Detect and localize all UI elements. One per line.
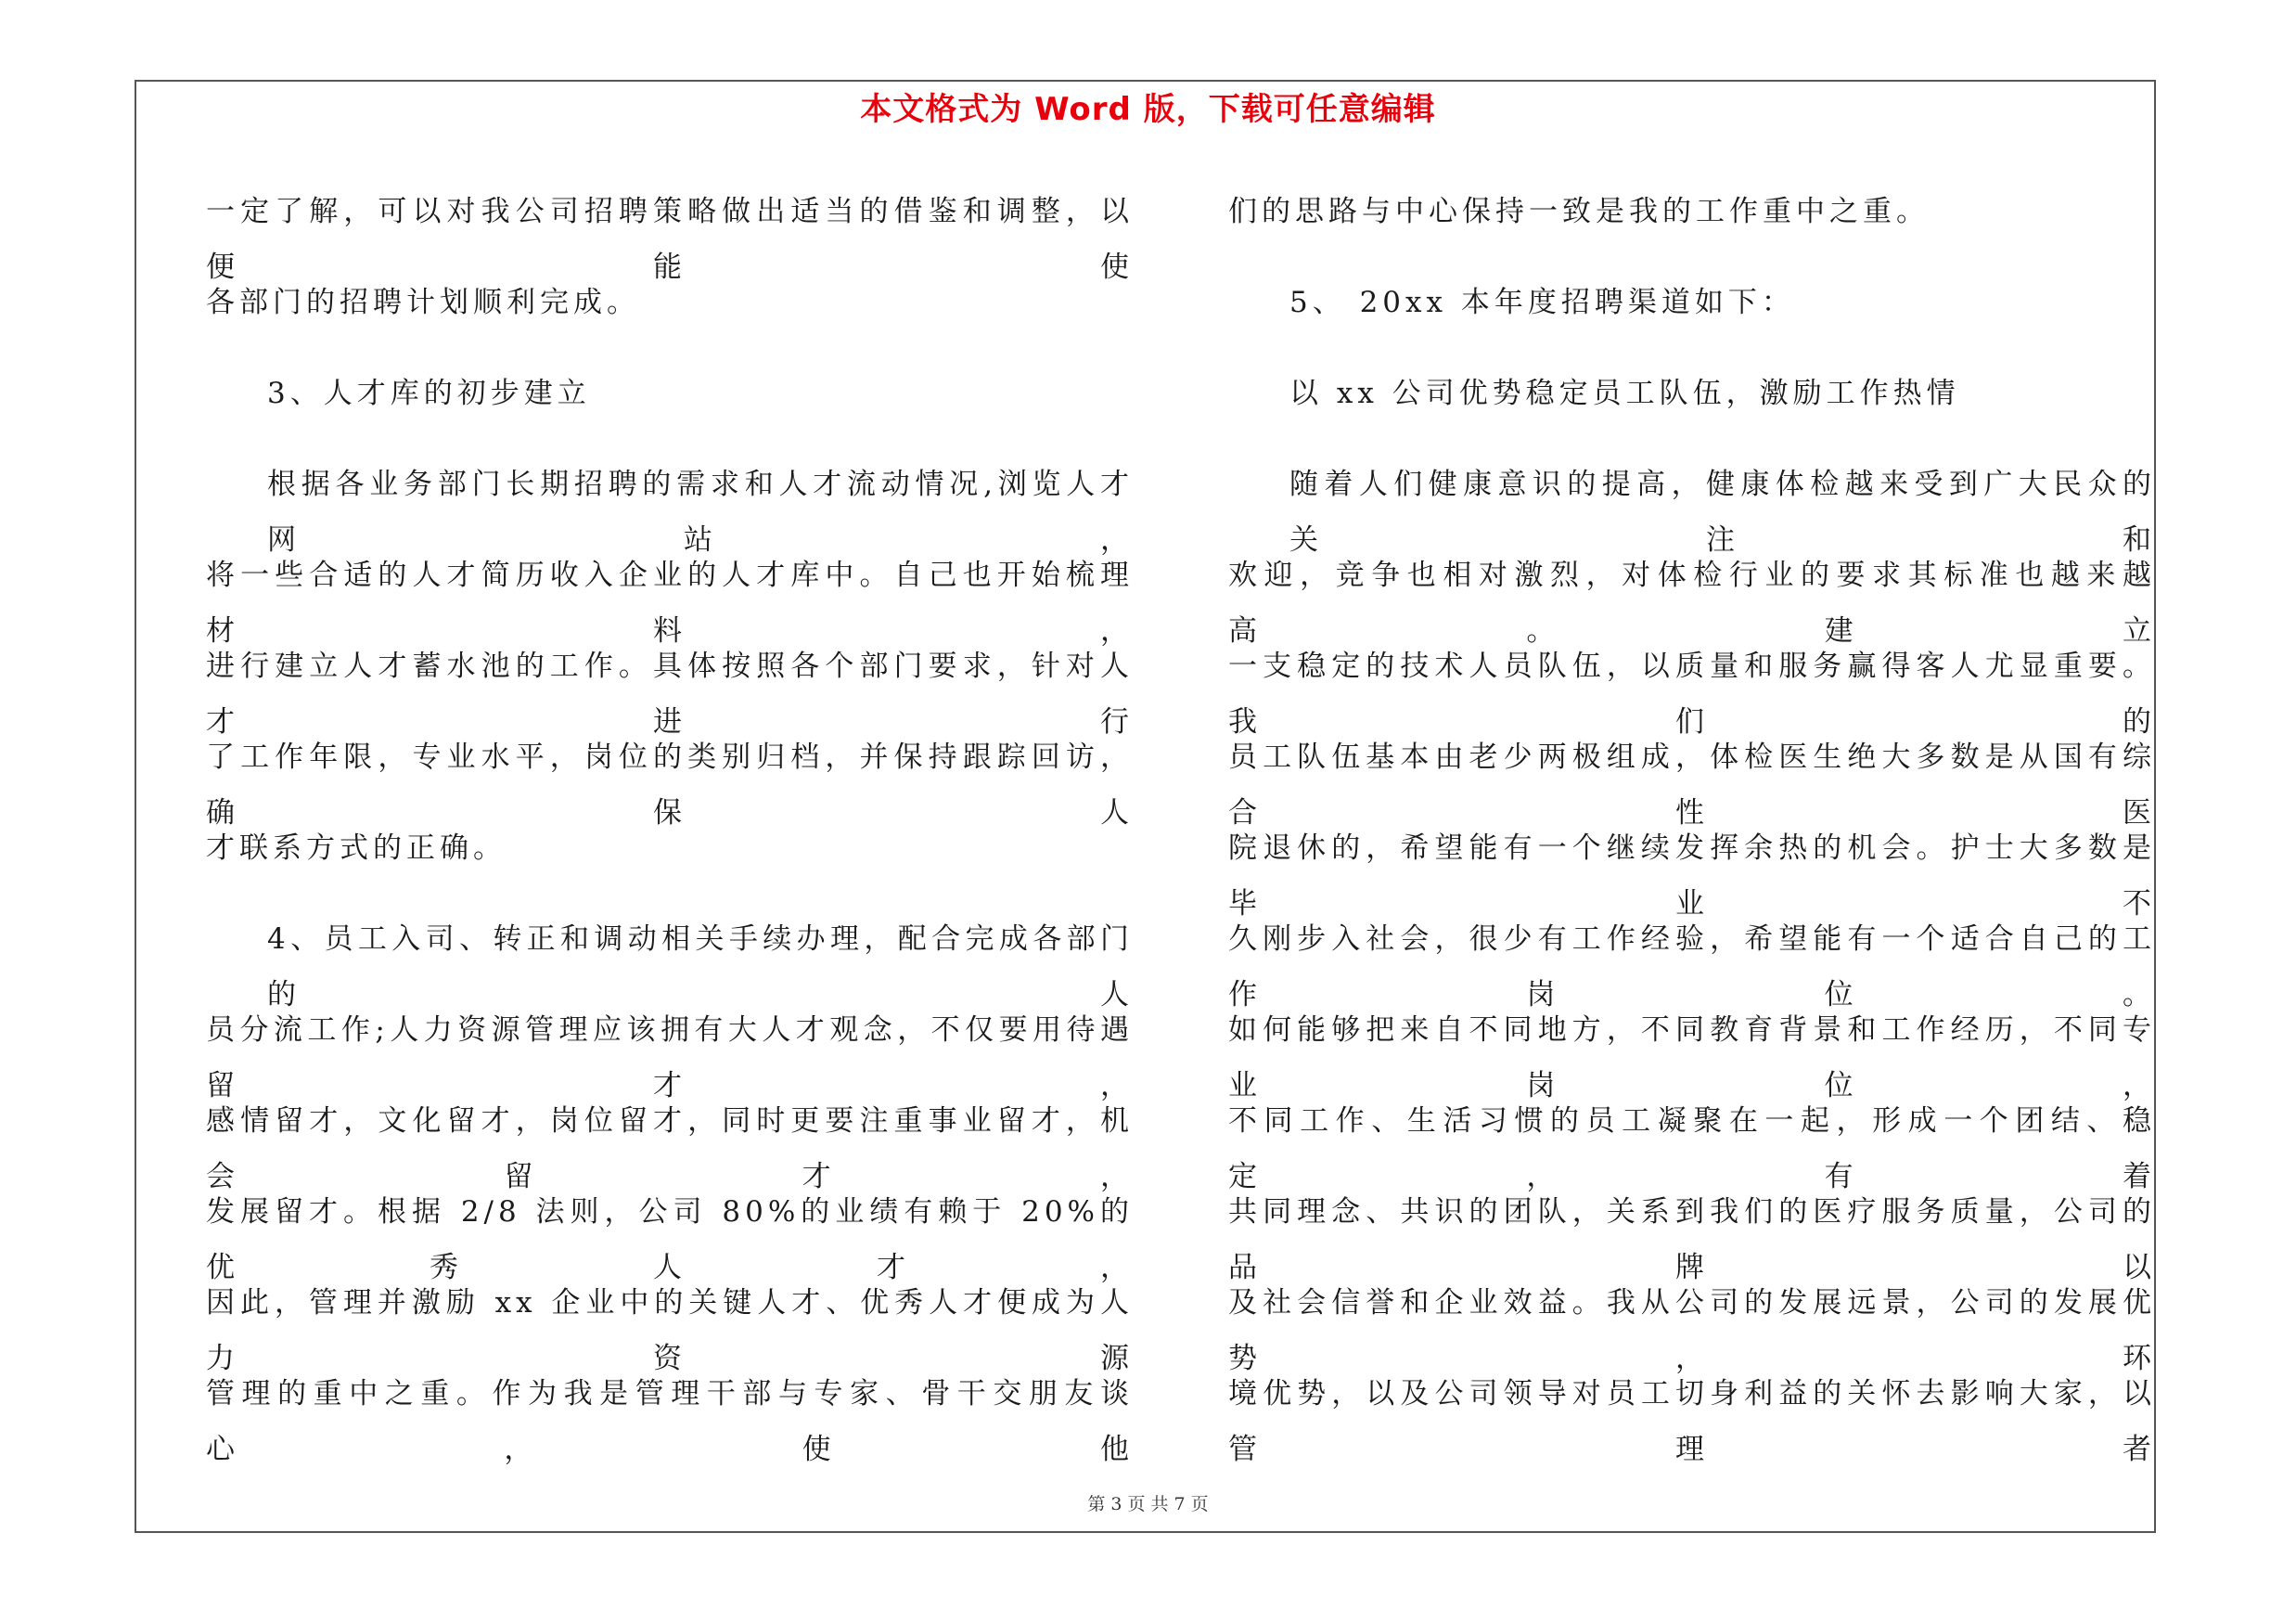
paragraph-line: 随着人们健康意识的提高，健康体检越来受到广大民众的关注和: [1289, 468, 2156, 557]
paragraph-line: 欢迎，竞争也相对激烈，对体检行业的要求其标准也越来越高。建立: [1228, 559, 2156, 648]
paragraph-line: 各部门的招聘计划顺利完成。: [206, 286, 640, 319]
paragraph-line: 发展留才。根据 2/8 法则，公司 80%的业绩有赖于 20%的优秀人才，: [206, 1195, 1134, 1284]
right-column: [1228, 184, 2156, 1466]
paragraph-line: 管理的重中之重。作为我是管理干部与专家、骨干交朋友谈心，使他: [206, 1377, 1134, 1466]
paragraph-line: 如何能够把来自不同地方，不同教育背景和工作经历，不同专业岗位，: [1228, 1013, 2156, 1102]
paragraph-line: 们的思路与中心保持一致是我的工作重中之重。: [1228, 195, 1930, 228]
section-heading: 4、员工入司、转正和调动相关手续办理，配合完成各部门的人: [267, 922, 1134, 1011]
paragraph-line: 将一些合适的人才简历收入企业的人才库中。自己也开始梳理材料，: [206, 559, 1134, 648]
paragraph-line: 境优势，以及公司领导对员工切身利益的关怀去影响大家，以管理者: [1228, 1377, 2156, 1466]
paragraph-line: 进行建立人才蓄水池的工作。具体按照各个部门要求，针对人才进行: [206, 650, 1134, 739]
page-number: 第 3 页 共 7 页: [1087, 1494, 1209, 1514]
paragraph-line: 院退休的，希望能有一个继续发挥余热的机会。护士大多数是毕业不: [1228, 831, 2156, 921]
section-heading: 3、人才库的初步建立: [267, 377, 591, 410]
paragraph-line: 才联系方式的正确。: [206, 831, 507, 865]
paragraph-line: 一支稳定的技术人员队伍，以质量和服务赢得客人尤显重要。我们的: [1228, 650, 2156, 739]
paragraph-line: 不同工作、生活习惯的员工凝聚在一起，形成一个团结、稳定，有着: [1228, 1104, 2156, 1193]
paragraph-line: 根据各业务部门长期招聘的需求和人才流动情况,浏览人才网站，: [267, 468, 1134, 557]
subheading: 以 xx 公司优势稳定员工队伍，激励工作热情: [1289, 377, 1960, 410]
section-heading: 5、 20xx 本年度招聘渠道如下：: [1289, 286, 1795, 319]
paragraph-line: 共同理念、共识的团队，关系到我们的医疗服务质量，公司的品牌以: [1228, 1195, 2156, 1284]
left-column: [206, 184, 1134, 1466]
paragraph-line: 员工队伍基本由老少两极组成，体检医生绝大多数是从国有综合性医: [1228, 741, 2156, 830]
paragraph-line: 了工作年限，专业水平，岗位的类别归档，并保持跟踪回访，确保人: [206, 741, 1134, 830]
paragraph-line: 一定了解，可以对我公司招聘策略做出适当的借鉴和调整，以便能使: [206, 195, 1134, 284]
paragraph-line: 员分流工作;人力资源管理应该拥有大人才观念，不仅要用待遇留才，: [206, 1013, 1134, 1102]
paragraph-line: 及社会信誉和企业效益。我从公司的发展远景，公司的发展优势，环: [1228, 1286, 2156, 1375]
paragraph-line: 因此，管理并激励 xx 企业中的关键人才、优秀人才便成为人力资源: [206, 1286, 1134, 1375]
paragraph-line: 久刚步入社会，很少有工作经验，希望能有一个适合自己的工作岗位。: [1228, 922, 2156, 1011]
paragraph-line: 感情留才，文化留才，岗位留才，同时更要注重事业留才，机会留才，: [206, 1104, 1134, 1193]
header-title: 本文格式为 Word 版，下载可任意编辑: [860, 91, 1436, 128]
